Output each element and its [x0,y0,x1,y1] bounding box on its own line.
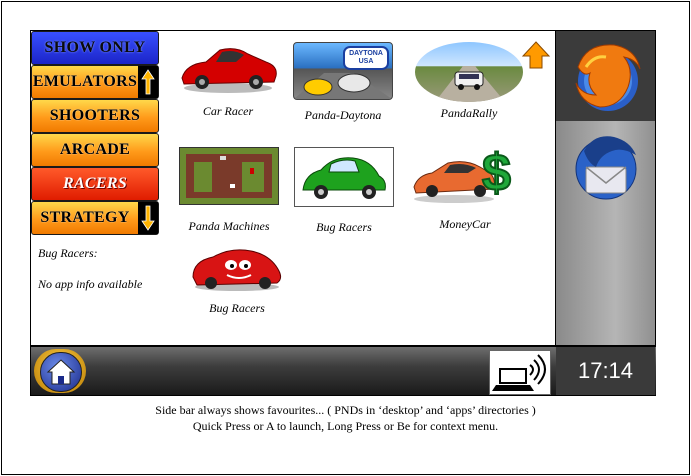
app-label: Car Racer [202,104,254,118]
footer-line-2: Quick Press or A to launch, Long Press or Be for context menu. [192,419,499,433]
app-panda-daytona[interactable] [292,42,394,123]
down-arrow-icon[interactable] [138,202,158,234]
app-panda-machines[interactable] [177,147,281,234]
app-label: MoneyCar [439,217,491,231]
category-arcade-button[interactable] [31,133,159,167]
category-emulators-button[interactable] [31,65,159,99]
home-button[interactable] [34,349,86,393]
favourites-sidebar [556,31,655,345]
category-label: SHOW ONLY [44,39,146,56]
app-car-racer[interactable] [173,40,283,119]
category-label: EMULATORS [32,73,138,90]
app-label: Panda-Daytona [304,108,382,122]
app-info-title: Bug Racers: [38,246,98,260]
orange-up-arrow-icon[interactable] [521,40,551,70]
category-strategy-button[interactable] [31,201,159,235]
app-moneycar[interactable] [409,147,521,232]
app-label: Bug Racers [209,301,265,315]
daytona-badge: DAYTONA USA [349,50,383,65]
daytona-usa-icon [293,42,393,100]
dollar-sign: $ [482,147,511,202]
rally-car-icon [415,42,523,102]
app-info-description: No app info available [38,277,143,291]
network-button[interactable] [489,350,551,395]
thunderbird-icon[interactable] [566,127,646,207]
up-arrow-icon[interactable] [138,66,158,98]
wireless-laptop-icon [490,351,550,394]
clock-display: 17:14 [556,347,655,395]
category-racers-button[interactable] [31,167,159,201]
home-icon [40,352,82,392]
footer-line-1: Side bar always shows favourites... ( PNDs in ‘desktop’ and ‘apps’ directories ) [155,403,536,417]
app-label: PandaRally [440,106,498,120]
red-cartoon-car-icon [187,243,287,291]
app-label: Panda Machines [188,219,270,233]
category-label: ARCADE [59,141,131,158]
red-sports-car-icon [176,40,280,96]
app-bug-racers[interactable] [293,147,395,235]
race-track-icon [179,147,279,205]
category-shooters-button[interactable] [31,99,159,133]
app-bug-racers-cartoon[interactable] [180,243,294,316]
category-label: STRATEGY [40,209,130,226]
firefox-icon[interactable] [566,37,646,117]
money-car-icon [410,147,520,207]
category-label: RACERS [62,175,128,192]
category-label: SHOOTERS [49,107,141,124]
app-label: Bug Racers [316,220,372,234]
green-beetle-icon [294,147,394,207]
category-show-only-button[interactable] [31,31,159,65]
app-pandarally[interactable] [414,42,524,121]
